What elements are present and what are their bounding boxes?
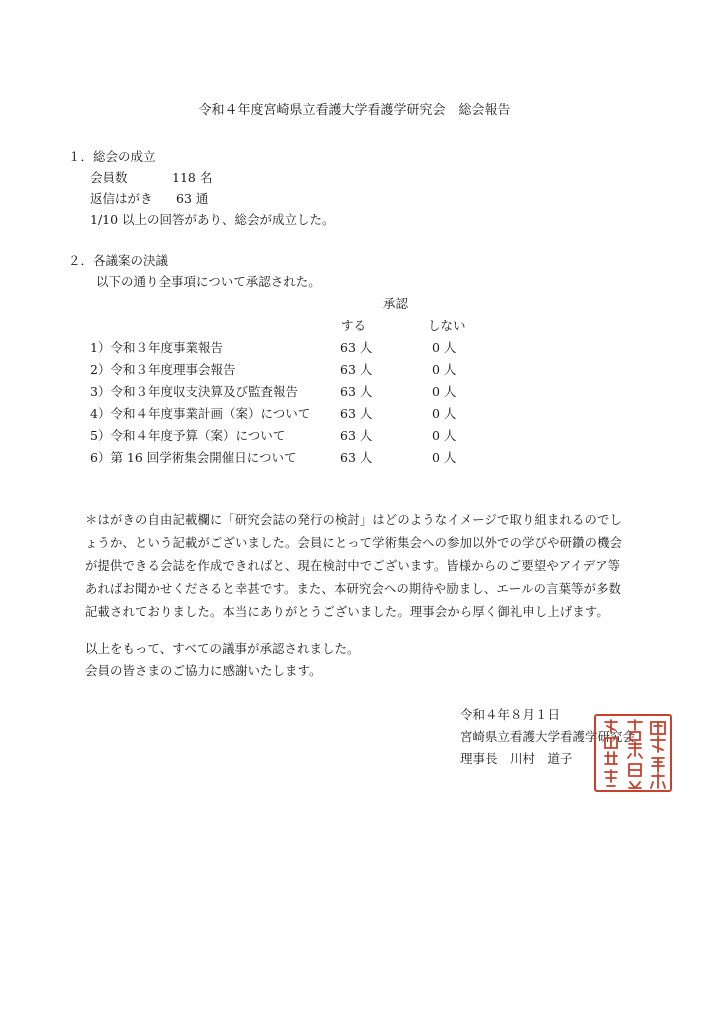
votes-yes: 63 人 <box>340 428 373 443</box>
section1-heading: １．総会の成立 <box>68 149 156 164</box>
agenda-item: 5）令和４年度予算（案）について <box>90 428 286 443</box>
quorum-note: 1/10 以上の回答があり、総会が成立した。 <box>90 212 335 227</box>
chairperson-name: 理事長 川村 道子 <box>460 751 573 766</box>
replies-label: 返信はがき <box>90 191 153 206</box>
closing-line-1: 以上をもって、すべての議事が承認されました。 <box>85 641 360 656</box>
column-yes-header: する <box>341 318 367 333</box>
agenda-item: 2）令和３年度理事会報告 <box>90 362 236 377</box>
column-no-header: しない <box>428 318 466 333</box>
section2-heading: ２．各議案の決議 <box>68 253 169 268</box>
votes-yes: 63 人 <box>340 406 373 421</box>
agenda-item: 1）令和３年度事業報告 <box>90 340 223 355</box>
votes-no: 0 人 <box>432 450 457 465</box>
votes-no: 0 人 <box>432 406 457 421</box>
section2-intro: 以下の通り全事項について承認された。 <box>96 274 321 289</box>
votes-yes: 63 人 <box>340 384 373 399</box>
agenda-item: 3）令和３年度収支決算及び監査報告 <box>90 384 298 399</box>
votes-no: 0 人 <box>432 428 457 443</box>
votes-no: 0 人 <box>432 384 457 399</box>
replies-value: 63 通 <box>176 191 209 206</box>
free-comment-note: ＊はがきの自由記載欄に「研究会誌の発行の検討」はどのようなイメージで取り組まれるのでしょうか、という記載がございました。会員にとって学術集会への参加以外での学びや研鑽の機会が提供できる会誌を作成できればと、現在検討中でございます。皆様からのご要望やアイデア等あればお聞かせくださると幸甚です。また、本研究会への期待や励まし、エールの言葉等が多数記載されておりました。本当にありがとうございました。理事会から厚く御礼申し上げます。 <box>85 513 623 619</box>
agenda-item: 6）第 16 回学術集会開催日について <box>90 450 297 465</box>
members-label: 会員数 <box>90 170 128 185</box>
closing-line-2: 会員の皆さまのご協力に感謝いたします。 <box>85 663 322 678</box>
agenda-item: 4）令和４年度事業計画（案）について <box>90 406 311 421</box>
approval-header: 承認 <box>383 296 409 311</box>
votes-no: 0 人 <box>432 340 457 355</box>
votes-yes: 63 人 <box>340 450 373 465</box>
table-row <box>90 408 510 426</box>
organization-name: 宮崎県立看護大学看護学研究会 <box>460 729 636 744</box>
table-row <box>90 430 510 448</box>
document-title: 令和４年度宮崎県立看護大学看護学研究会 総会報告 <box>198 103 511 118</box>
votes-yes: 63 人 <box>340 340 373 355</box>
document-date: 令和４年８月１日 <box>460 707 561 722</box>
table-row <box>90 364 510 382</box>
table-row <box>90 452 510 470</box>
table-row <box>90 386 510 404</box>
seal-glyph-marks <box>596 716 674 794</box>
votes-no: 0 人 <box>432 362 457 377</box>
votes-yes: 63 人 <box>340 362 373 377</box>
table-row <box>90 342 510 360</box>
members-value: 118 名 <box>172 170 213 185</box>
official-seal <box>594 714 672 792</box>
